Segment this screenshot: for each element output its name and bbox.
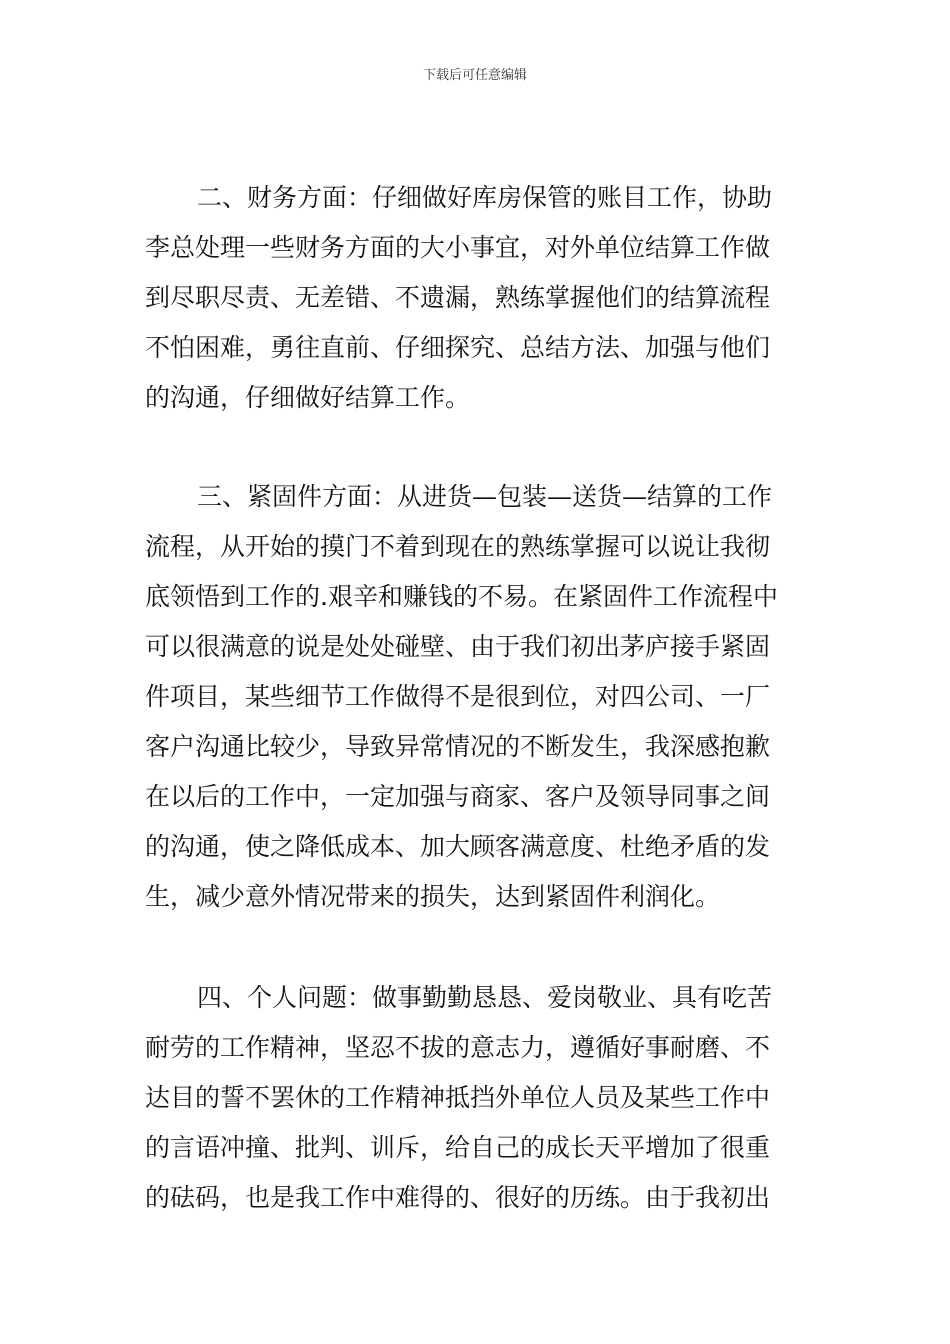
page-header: 下载后可任意编辑 <box>422 68 527 83</box>
paragraph-line: 的沟通，使之降低成本、加大顾客满意度、杜绝矛盾的发 <box>145 832 771 861</box>
paragraph-line: 三、紧固件方面：从进货—包装—送货—结算的工作 <box>197 482 773 511</box>
paragraph-line: 不怕困难，勇往直前、仔细探究、总结方法、加强与他们 <box>145 333 771 362</box>
paragraph-line: 达目的誓不罢休的工作精神抵挡外单位人员及某些工作中 <box>145 1083 771 1112</box>
paragraph-line: 生，减少意外情况带来的损失，达到紧固件利润化。 <box>145 882 721 911</box>
paragraph-line: 客户沟通比较少，导致异常情况的不断发生，我深感抱歉 <box>145 732 771 761</box>
paragraph-line: 李总处理一些财务方面的大小事宜，对外单位结算工作做 <box>145 233 771 262</box>
paragraph-line: 的言语冲撞、批判、训斥，给自己的成长天平增加了很重 <box>145 1133 771 1162</box>
paragraph-line: 在以后的工作中，一定加强与商家、客户及领导同事之间 <box>145 782 771 811</box>
paragraph-line: 四、个人问题：做事勤勤恳恳、爱岗敬业、具有吃苦 <box>197 983 773 1012</box>
paragraph-line: 的沟通，仔细做好结算工作。 <box>145 383 471 412</box>
paragraph-line: 到尽职尽责、无差错、不遗漏，熟练掌握他们的结算流程 <box>145 283 771 312</box>
paragraph-line: 件项目，某些细节工作做得不是很到位，对四公司、一厂 <box>145 682 771 711</box>
paragraph-line: 可以很满意的说是处处碰壁、由于我们初出茅庐接手紧固 <box>145 632 771 661</box>
paragraph-line: 二、财务方面：仔细做好库房保管的账目工作，协助 <box>197 183 773 212</box>
paragraph-line: 底领悟到工作的.艰辛和赚钱的不易。在紧固件工作流程中 <box>145 582 778 611</box>
paragraph-line: 流程，从开始的摸门不着到现在的熟练掌握可以说让我彻 <box>145 532 771 561</box>
paragraph-line: 的砝码，也是我工作中难得的、很好的历练。由于我初出 <box>145 1183 771 1212</box>
paragraph-line: 耐劳的工作精神，坚忍不拔的意志力，遵循好事耐磨、不 <box>145 1033 771 1062</box>
